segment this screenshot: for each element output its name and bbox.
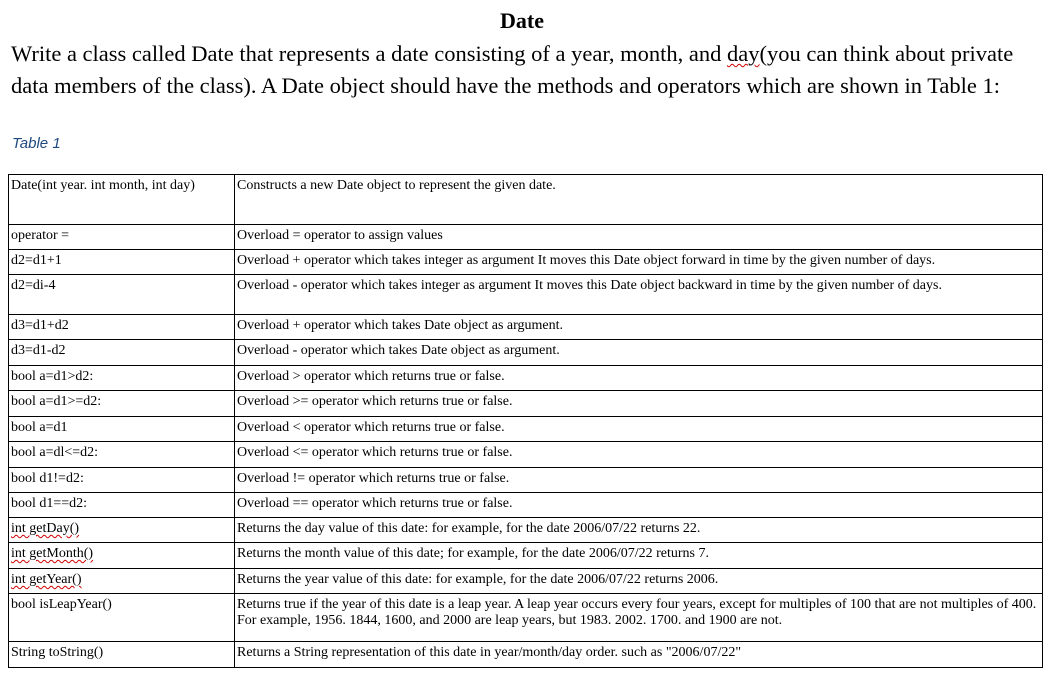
signature-cell [9,518,235,543]
description-cell: Overload + operator which takes Date object as argument. [235,315,1043,340]
description-cell: Returns true if the year of this date is a leap year. A leap year occurs every four years, except for multiples of 100 that are not multiples of 400. For example, 1956. 1844, 1600, and 2000 are leap years, but 1983. 2002. 1700. and 1900 are not. [235,594,1043,642]
signature-cell: bool d1!=d2: [9,468,235,493]
intro-text-part-2: (you can think about private data members of the class). A Date object should have the methods and operators which are shown in Table 1: [11,41,1014,98]
table-row [9,250,1043,275]
table-row [9,391,1043,417]
table-row [9,642,1043,668]
table-row [9,518,1043,543]
intro-text-part-1: Write a class called Date that represents a date consisting of a year, month, and [11,41,728,66]
description-cell: Overload + operator which takes integer as argument It moves this Date object forward in time by the given number of days. [235,250,1043,275]
signature-text: int getYear() [11,572,82,587]
signature-text: int getDay() [11,521,80,536]
signature-cell: bool a=dl<=d2: [9,442,235,468]
signature-cell [9,569,235,594]
signature-cell: bool a=d1 [9,417,235,442]
signature-text: int getMonth() [11,546,94,561]
description-cell: Overload >= operator which returns true or false. [235,391,1043,417]
table-row [9,468,1043,493]
signature-cell: bool a=d1>=d2: [9,391,235,417]
signature-cell: bool a=d1>d2: [9,366,235,391]
table-row [9,175,1043,225]
intro-spellcheck-word: day [727,41,760,66]
intro-paragraph [11,38,1046,101]
signature-cell: d3=d1+d2 [9,315,235,340]
page-title: Date [500,8,544,33]
signature-cell: d2=d1+1 [9,250,235,275]
signature-cell: bool d1==d2: [9,493,235,518]
methods-table [8,174,1043,668]
description-cell: Overload != operator which returns true or false. [235,468,1043,493]
description-cell: Overload == operator which returns true or false. [235,493,1043,518]
table-caption: Table 1 [12,135,61,152]
signature-cell: Date(int year. int month, int day) [9,175,235,225]
table-row [9,569,1043,594]
table-row [9,594,1043,642]
description-cell: Overload <= operator which returns true or false. [235,442,1043,468]
description-cell: Returns the year value of this date: for example, for the date 2006/07/22 returns 2006. [235,569,1043,594]
signature-cell: String toString() [9,642,235,668]
description-cell: Overload = operator to assign values [235,225,1043,250]
description-cell: Returns the day value of this date: for example, for the date 2006/07/22 returns 22. [235,518,1043,543]
description-cell: Returns a String representation of this date in year/month/day order. such as "2006/07/22" [235,642,1043,668]
signature-cell: d3=d1-d2 [9,340,235,366]
table-row [9,493,1043,518]
description-cell: Overload - operator which takes Date object as argument. [235,340,1043,366]
signature-cell [9,543,235,569]
table-row [9,340,1043,366]
description-cell: Overload - operator which takes integer as argument It moves this Date object backward in time by the given number of days. [235,275,1043,315]
table-row [9,442,1043,468]
table-row [9,543,1043,569]
table-row [9,225,1043,250]
signature-cell: d2=di-4 [9,275,235,315]
table-row [9,417,1043,442]
description-cell: Overload > operator which returns true or false. [235,366,1043,391]
description-cell: Overload < operator which returns true or false. [235,417,1043,442]
table-row [9,315,1043,340]
description-cell: Constructs a new Date object to represent the given date. [235,175,1043,225]
table-row [9,275,1043,315]
signature-cell: bool isLeapYear() [9,594,235,642]
description-cell: Returns the month value of this date; for example, for the date 2006/07/22 returns 7. [235,543,1043,569]
signature-cell: operator = [9,225,235,250]
table-row [9,366,1043,391]
